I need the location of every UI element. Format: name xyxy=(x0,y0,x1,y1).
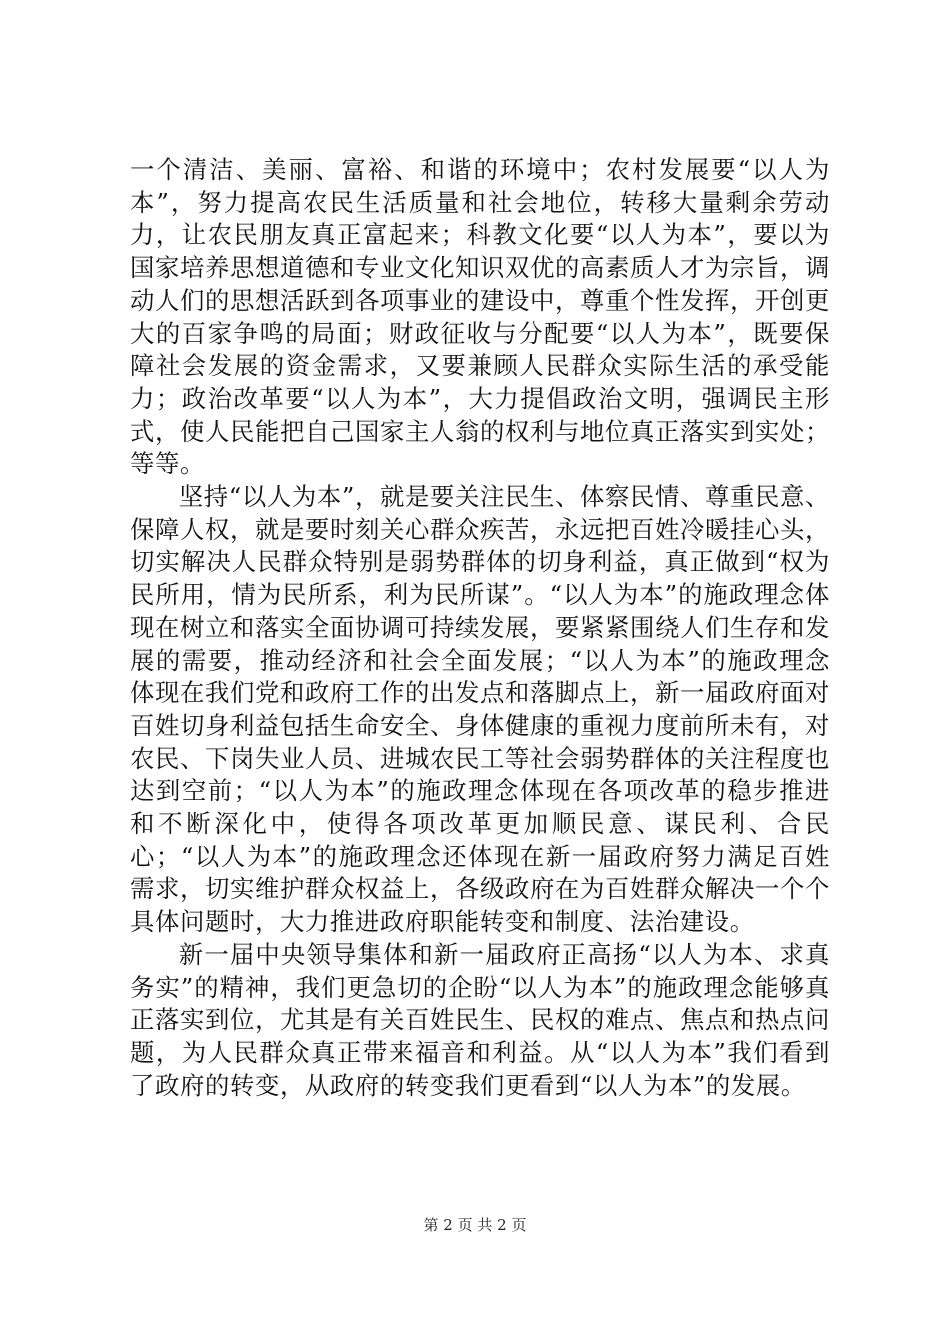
paragraph-continued: 一个清洁、美丽、富裕、和谐的环境中；农村发展要“以人为本”，努力提高农民生活质量和社会地位，转移大量剩余劳动力，让农民朋友真正富起来；科教文化要“以人为本”，要以为国家培养思想道德和专业文化知识双优的高素质人才为宗旨，调动人们的思想活跃到各项事业的建设中，尊重个性发挥，开创更大的百家争鸣的局面；财政征收与分配要“以人为本”，既要保障社会发展的资金需求，又要兼顾人民群众实际生活的承受能力；政治改革要“以人为本”，大力提倡政治文明，强调民主形式，使人民能把自己国家主人翁的权利与地位真正落实到实处；等等。 xyxy=(130,155,830,479)
paragraph-conclusion: 新一届中央领导集体和新一届政府正高扬“以人为本、求真务实”的精神，我们更急切的企盼“以人为本”的施政理念能够真正落实到位，尤其是有关百姓民生、民权的难点、焦点和热点问题，为人民群众真正带来福音和利益。从“以人为本”我们看到了政府的转变，从政府的转变我们更看到“以人为本”的发展。 xyxy=(130,939,830,1100)
page-number-footer: 第 2 页 共 2 页 xyxy=(423,1216,527,1234)
paragraph-people-oriented: 坚持“以人为本”，就是要关注民生、体察民情、尊重民意、保障人权，就是要时刻关心群众疾苦，永远把百姓冷暖挂心头，切实解决人民群众特别是弱势群体的切身利益，真正做到“权为民所用，情为民所系，利为民所谋”。“以人为本”的施政理念体现在树立和落实全面协调可持续发展，要紧紧围绕人们生存和发展的需要，推动经济和社会全面发展；“以人为本”的施政理念体现在我们党和政府工作的出发点和落脚点上，新一届政府面对百姓切身利益包括生命安全、身体健康的重视力度前所未有，对农民、下岗失业人员、进城农民工等社会弱势群体的关注程度也达到空前；“以人为本”的施政理念体现在各项改革的稳步推进和不断深化中，使得各项改革更加顺民意、谋民利、合民心；“以人为本”的施政理念还体现在新一届政府努力满足百姓需求，切实维护群众权益上，各级政府在为百姓群众解决一个个具体问题时，大力推进政府职能转变和制度、法治建设。 xyxy=(130,482,830,937)
document-body xyxy=(130,154,830,1102)
